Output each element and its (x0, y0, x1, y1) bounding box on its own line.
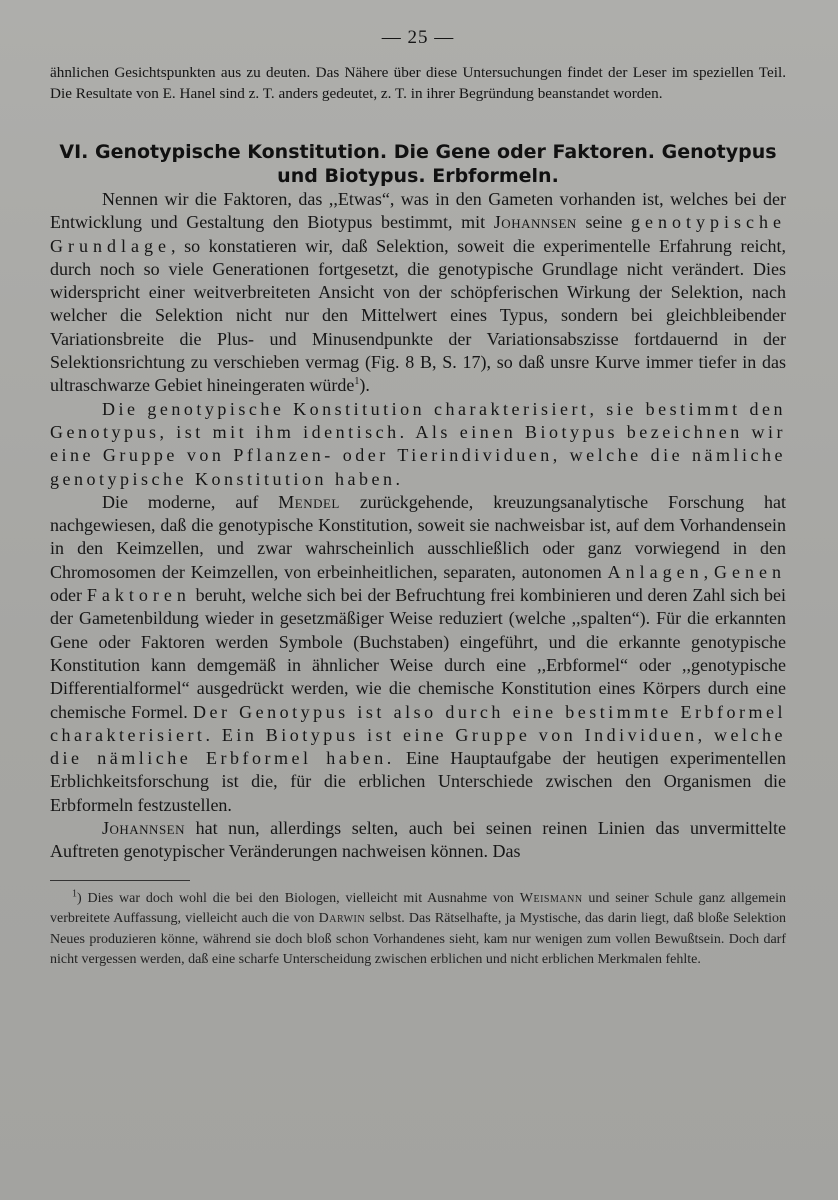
section-heading (50, 140, 786, 188)
author-name: Johannsen (493, 212, 577, 233)
author-name: Johannsen (102, 818, 186, 839)
author-name: Weismann (519, 890, 583, 906)
paragraph-4 (50, 817, 786, 864)
paragraph-2 (50, 398, 786, 491)
spaced-term: Faktoren (86, 585, 191, 606)
text-run: hat nun, allerdings selten, auch bei seinen reinen Linien das unvermittelte Auftreten genotypischer Veränderungen nachweisen können. Das (50, 818, 786, 862)
text-run: Nennen wir die Faktoren, das ,,Etwas“, was in den Gameten vorhanden ist, welches bei der Entwicklung und Gestaltung den Biotypus bestimmt, mit (50, 189, 786, 233)
text-run: Eine Hauptaufgabe der heutigen experimentellen Erblichkeitsforschung ist die, für die erblichen Unterschiede zwischen den Organismen die Erbformeln festzustellen. (50, 748, 786, 815)
text-run: selbst. Das Rätselhafte, ja Mystische, das darin liegt, daß bloße Selektion Neues produzieren könne, während sie doch bloß schon Vorhandenes sieht, kam nur wenigen zum vollen Bewußtsein. Doch darf nicht vergessen werden, daß eine scharfe Unterscheidung zwischen erblichen und nicht erblichen Merkmalen fehlte. (50, 911, 787, 968)
text-run: und seiner Schule ganz allgemein verbreitete Auffassung, vielleicht auch die von (50, 890, 787, 927)
paragraph-1 (50, 188, 786, 398)
page-number: — 25 — (381, 27, 455, 48)
footnote-text (50, 889, 786, 971)
author-name: Darwin (318, 911, 366, 927)
body-text (50, 188, 786, 864)
spaced-term: Genen (714, 561, 787, 582)
text-run: oder (50, 585, 82, 606)
spaced-definition: Die genotypische Konstitution charakterisiert, sie bestimmt den Genotypus, ist mit ihm identisch. Als einen Biotypus bezeichnen wir eine Gruppe von Pflanzen- oder Tierindividuen, welche die nämliche genotypische Konstitution haben. (50, 398, 786, 489)
footnote-ref: 1 (354, 376, 360, 388)
text-run: seine (585, 212, 623, 233)
text-run: ). (359, 375, 370, 396)
footnote (50, 889, 786, 971)
intro-paragraph (50, 62, 786, 104)
text-run: , so konstatieren wir, daß Selektion, soweit die experimentelle Erfahrung reicht, durch noch so viele Generationen fortgesetzt, die genotypische Grundlage nicht verändert. Dies widerspricht einer weitverbreiteten Ansicht von der schöpferischen Wirkung der Selektion, nach welcher die Selektion nicht nur den Mittelwert eines Typus, sondern bei gleichbleibender Variationsbreite die Plus- und Minusendpunkte der Variationsabszisse fortdauernd in der Selektionsrichtung zu verschieben vermag (Fig. 8 B, S. 17), so daß unsre Kurve immer tiefer in das ultraschwarze Gebiet hineingeraten würde (50, 235, 786, 396)
text-run: beruht, welche sich bei der Befruchtung frei kombinieren und deren Zahl sich bei der Gametenbildung wieder in gesetzmäßiger Weise reduziert (welche ,,spalten“). Für die erkannten Gene oder Faktoren werden Symbole (Buchstaben) eingeführt, und die erkannte genotypische Konstitution kann demgemäß in ähnlicher Weise durch eine ,,Erbformel“ oder ,,genotypische Differentialformel“ ausgedrückt werden, wie die chemische Konstitution eines Körpers durch eine chemische Formel. (50, 585, 787, 722)
spaced-term: genotypische Grundlage (50, 212, 787, 256)
heading-line-2: und Biotypus. Erbformeln. (277, 165, 559, 187)
spaced-term: Anlagen (607, 561, 704, 582)
paragraph-3 (50, 491, 786, 817)
intro-text: ähnlichen Gesichtspunkten aus zu deuten. Das Nähere über diese Untersuchungen findet der Leser im speziellen Teil. Die Resultate von E. Hanel sind z. T. anders gedeutet, z. T. in ihrer Begründung beanstandet worden. (50, 64, 786, 102)
author-name: Mendel (278, 491, 340, 512)
text-run: , (703, 561, 709, 582)
text-run: ) Dies war doch wohl die bei den Biologen, vielleicht mit Ausnahme von (77, 890, 514, 906)
spaced-definition: Der Genotypus ist also durch eine bestimmte Erbformel charakterisiert. Ein Biotypus ist eine Gruppe von Individuen, welche die nämliche Erbformel haben. (50, 701, 787, 769)
text-run: Die moderne, auf (102, 491, 259, 512)
text-run: zurückgehende, kreuzungsanalytische Forschung hat nachgewiesen, daß die genotypische Konstitution, soweit sie nachweisbar ist, auf dem Vorhandensein in den Keimzellen, und zwar wahrscheinlich ausschließlich oder ganz vorwiegend in den Chromosomen der Keimzellen, von erbeinheitlichen, separaten, autonomen (50, 491, 786, 582)
footnote-mark: 1 (72, 887, 77, 899)
footnote-divider (50, 880, 190, 889)
heading-line-1: VI. Genotypische Konstitution. Die Gene oder Faktoren. Genotypus (59, 141, 777, 163)
